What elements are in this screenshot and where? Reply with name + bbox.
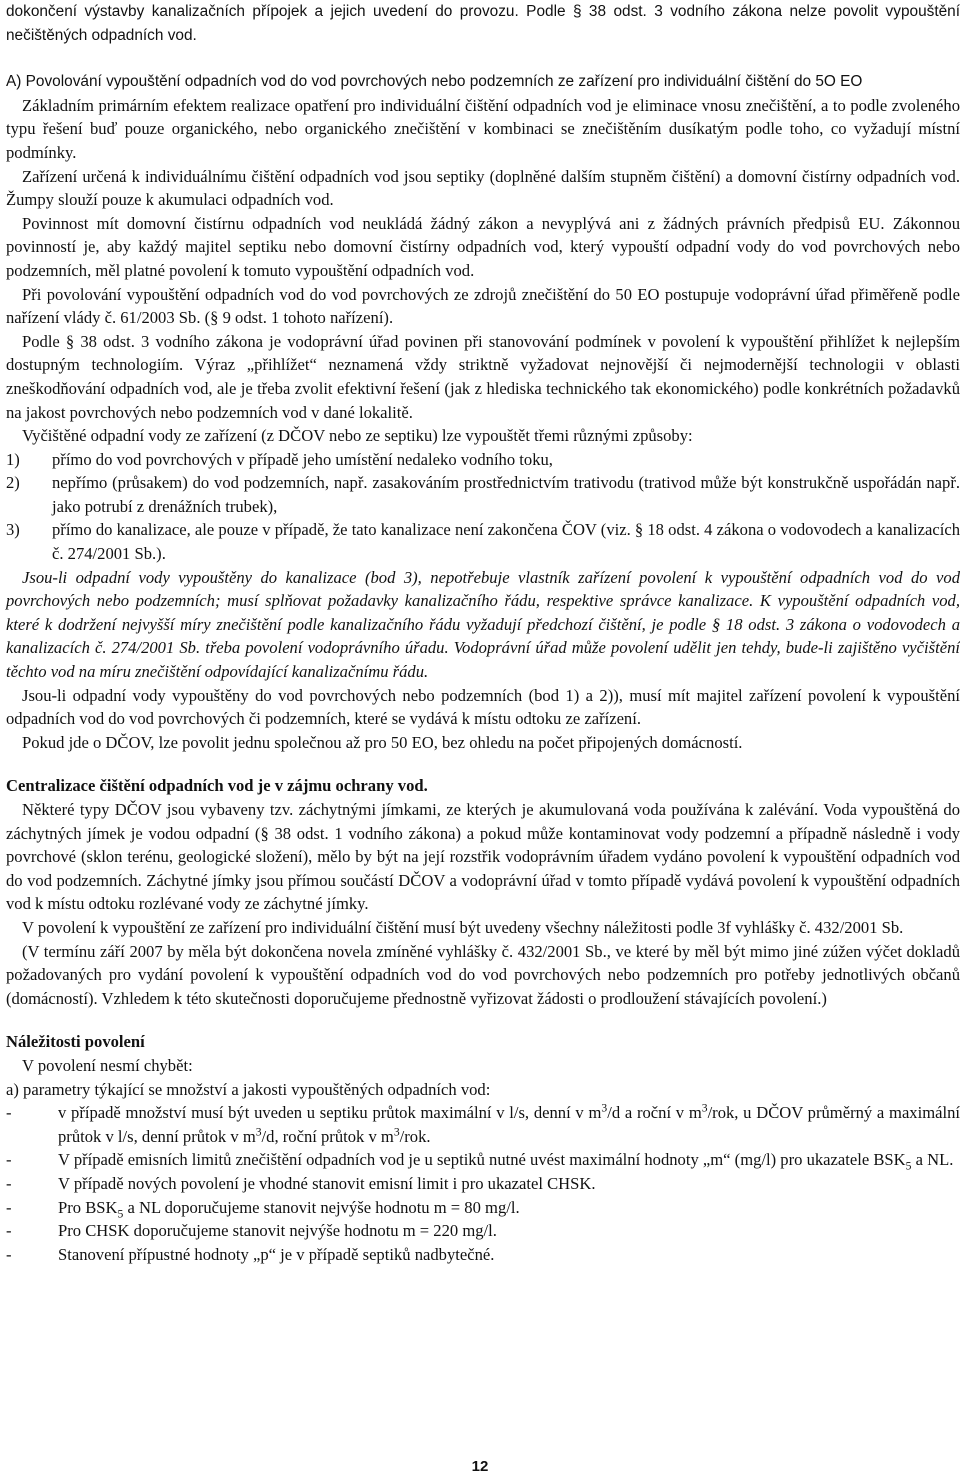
dash-item-text: [58, 1196, 960, 1220]
text-run: /d a roční v m: [607, 1103, 702, 1123]
spacer: [6, 754, 960, 774]
dash-marker: -: [6, 1103, 12, 1123]
paragraph: V povolení nesmí chybět:: [22, 1055, 193, 1075]
list-item: [6, 518, 960, 565]
dash-item: [6, 1219, 960, 1243]
superscript: 3: [701, 1101, 708, 1115]
paragraph: Vyčištěné odpadní vody ze zařízení (z DČOV nebo ze septiku) lze vypouštět třemi různými způsoby:: [22, 426, 693, 446]
paragraph: Povinnost mít domovní čistírnu odpadních vod neukládá žádný zákon a nevyplývá ani z žádných právních předpisů EU. Zákonnou povinností je, aby každý majitel septiku nebo domovní čistírny odpadních vod, který vypouští odpadní vody do vod povrchových nebo podzemních, měl platné povolení k tomuto vypouštění odpadních vod.: [6, 213, 960, 280]
dash-item: [6, 1196, 960, 1220]
text-run: /d, roční průtok v m: [261, 1126, 394, 1146]
spacer: [6, 47, 960, 70]
text-run: a NL doporučujeme stanovit nejvýše hodnotu m = 80 mg/l.: [123, 1197, 520, 1217]
dash-item: [6, 1101, 960, 1148]
spacer: [6, 1010, 960, 1030]
dash-item: [6, 1148, 960, 1172]
list-item: [6, 471, 960, 518]
superscript: 3: [393, 1125, 400, 1139]
text-run: /rok.: [399, 1126, 431, 1146]
paragraph: Pokud jde o DČOV, lze povolit jednu společnou až pro 50 EO, bez ohledu na počet připojených domácností.: [22, 732, 743, 752]
text-run: /rok, u DČOV průměrný a maximální průtok v l/s, denní průtok v m: [58, 1103, 960, 1146]
paragraph: Podle § 38 odst. 3 vodního zákona je vodoprávní úřad povinen při stanovování podmínek v povolení k vypouštění přihlížet k nejlepším dostupným technologiím. Výraz „přihlížet“ neznamená vždy striktně vyžadovat nejnovější či nejmodernější technologii v oblasti zneškodňování odpadních vod, ale je třeba zvolit efektivní řešení (jak z hlediska technického tak ekonomického) podle konkrétních požadavků na jakost povrchových nebo podzemních vod v dané lokalitě.: [6, 331, 960, 422]
page-number: 12: [471, 1458, 489, 1475]
section-a-heading: A) Povolování vypouštění odpadních vod do vod povrchových nebo podzemních ze zařízení pro individuální čištění do 5O EO: [6, 73, 863, 91]
superscript: 3: [255, 1125, 262, 1139]
text-run: a NL.: [911, 1150, 954, 1170]
section-centralizace-heading: Centralizace čištění odpadních vod je v zájmu ochrany vod.: [6, 776, 428, 796]
list-item-text: přímo do kanalizace, ale pouze v případě, že tato kanalizace není zakončena ČOV (viz. § 18 odst. 4 zákona o vodovodech a kanalizacích č. 274/2001 Sb.).: [52, 520, 960, 564]
paragraph: Základním primárním efektem realizace opatření pro individuální čištění odpadních vod je eliminace vnosu znečištění, a to podle zvoleného typu řešení buď pouze organického, nebo organického znečištění v kombinaci se znečištěním dusíkatým podle toho, co vyžadují místní podmínky.: [6, 95, 960, 162]
paragraph: Zařízení určená k individuálnímu čištění odpadních vod jsou septiky (doplněné dalším stupněm čištění) a domovní čistírny odpadních vod. Žumpy slouží pouze k akumulaci odpadních vod.: [6, 166, 960, 210]
intro-paragraph: dokončení výstavby kanalizačních přípojek a jejich uvedení do provozu. Podle § 38 odst. 3 vodního zákona nelze povolit vypouštění nečištěných odpadních vod.: [6, 3, 960, 44]
paragraph: Při povolování vypouštění odpadních vod do vod povrchových ze zdrojů znečištění do 50 EO postupuje vodoprávní úřad přiměřeně podle nařízení vlády č. 61/2003 Sb. (§ 9 odst. 1 tohoto nařízení).: [6, 284, 960, 328]
dash-item-text: [58, 1101, 960, 1148]
text-run: V případě emisních limitů znečištění odpadních vod je u septiků nutné uvést maximální hodnoty „m“ (mg/l) pro ukazatele BSK: [58, 1150, 906, 1170]
paragraph: Jsou-li odpadní vody vypouštěny do vod povrchových nebo podzemních (bod 1) a 2)), musí mít majitel zařízení povolení k vypouštění odpadních vod do vod povrchových či podzemních, které se vydává k místu odtoku ze zařízení.: [6, 685, 960, 729]
section-nalezitosti-heading: Náležitosti povolení: [6, 1032, 145, 1052]
paragraph: V povolení k vypouštění ze zařízení pro individuální čištění musí být uvedeny všechny náležitosti podle 3f vyhlášky č. 432/2001 Sb.: [22, 917, 904, 937]
dash-marker: -: [6, 1150, 12, 1170]
text-run: v případě množství musí být uveden u septiku průtok maximální v l/s, denní v m: [58, 1103, 602, 1123]
dash-marker: -: [6, 1173, 12, 1193]
list-item-label: 1): [6, 449, 20, 469]
subscript: 5: [905, 1159, 912, 1173]
dash-item: [6, 1243, 960, 1267]
dash-item-text: V případě nových povolení je vhodné stanovit emisní limit i pro ukazatel CHSK.: [58, 1173, 596, 1193]
dash-item-text: Pro CHSK doporučujeme stanovit nejvýše hodnotu m = 220 mg/l.: [58, 1221, 497, 1241]
list-item: [6, 448, 960, 472]
dash-marker: -: [6, 1244, 12, 1264]
subscript: 5: [117, 1206, 124, 1220]
list-item-text: nepřímo (průsakem) do vod podzemních, např. zasakováním prostřednictvím trativodu (trativod může být konstrukčně uspořádán např. jako potrubí z drenážních trubek),: [52, 473, 960, 516]
dash-marker: -: [6, 1197, 12, 1217]
list-item-label: 3): [6, 520, 20, 540]
list-item-text: přímo do vod povrchových v případě jeho umístění nedaleko vodního toku,: [52, 449, 553, 469]
document-page: [6, 0, 960, 1266]
dash-item-text: [58, 1148, 960, 1172]
paragraph: (V termínu září 2007 by měla být dokončena novela zmíněné vyhlášky č. 432/2001 Sb., ve které by měl být mimo jiné zúžen výčet dokladů požadovaných pro vydání povolení k vypouštění odpadních vod do vod povrchových nebo podzemních pro potřeby jednotlivých občanů (domácností). Vzhledem k této skutečnosti doporučujeme přednostně vyřizovat žádosti o prodloužení stávajících povolení.): [6, 941, 960, 1008]
list-item-label: 2): [6, 473, 20, 493]
dash-item-text: Stanovení přípustné hodnoty „p“ je v případě septiků nadbytečné.: [58, 1244, 495, 1264]
superscript: 3: [601, 1101, 608, 1115]
paragraph: Některé typy DČOV jsou vybaveny tzv. záchytnými jímkami, ze kterých je akumulovaná voda používána k zalévání. Voda vypouštěná do záchytných jímek je vodou odpadní (§ 38 odst. 1 vodního zákona) a pokud může kontaminovat vody podzemní a případně následně i vody povrchové (sklon terénu, geologické složení), mělo by být na její rozstřik vodoprávním úřadem vydáno povolení k vypouštění odpadních vod do vod podzemních. Záchytné jímky jsou přímou součástí DČOV a vodoprávní úřad v tomto případě vydává povolení k vypouštění odpadních vod k místu odtoku rozlévané vody ze záchytné jímky.: [6, 800, 960, 914]
dash-marker: -: [6, 1221, 12, 1241]
italic-paragraph: Jsou-li odpadní vody vypouštěny do kanalizace (bod 3), nepotřebuje vlastník zařízení povolení k vypouštění odpadních vod do vod povrchových nebo podzemních; musí splňovat požadavky kanalizačního řádu, respektive správce kanalizace. K vypouštění odpadních vod, které k dodržení nejvyšší míry znečištění podle kanalizačního řádu vyžadují předchozí čištění, je podle § 18 odst. 3 zákona o vodovodech a kanalizacích č. 274/2001 Sb. třeba povolení vodoprávního úřadu. Vodoprávní úřad může povolení udělit jen tehdy, bude-li zajištěno vyčištění těchto vod na míru znečištění odpovídající kanalizačnímu řádu.: [6, 567, 960, 682]
dash-item: [6, 1172, 960, 1196]
paragraph: a) parametry týkající se množství a jakosti vypouštěných odpadních vod:: [6, 1079, 491, 1099]
text-run: Pro BSK: [58, 1197, 118, 1217]
